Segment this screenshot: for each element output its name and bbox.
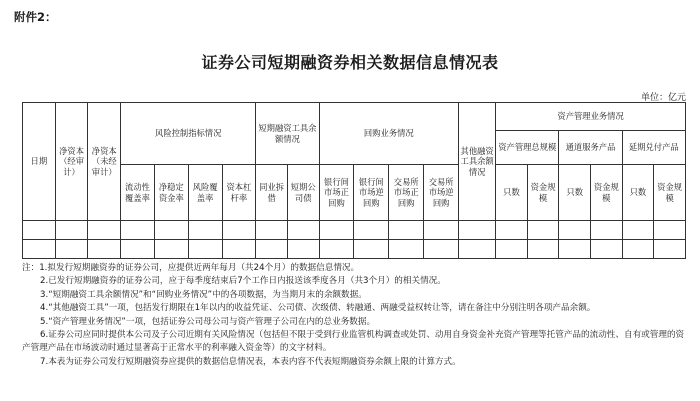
notes: [22, 262, 686, 369]
data-table: [22, 102, 686, 259]
note-item: 7.本表为证券公司发行短期融资券应提供的数据信息情况表，本表内容不代表短期融资券余额上限的计算方式。: [40, 356, 461, 367]
unit-label: 单位：亿元: [640, 93, 686, 103]
header-interbank-reverse-repo: 银行间市场逆回购: [354, 165, 389, 221]
header-scale: 资金规模: [527, 165, 559, 221]
header-exchange-repo: 交易所市场正回购: [389, 165, 424, 221]
header-date: 日期: [23, 103, 56, 221]
header-scale: 资金规模: [654, 165, 686, 221]
header-count: 只数: [559, 165, 591, 221]
note-item: 4.“其他融资工具”一项，包括发行期限在1年以内的收益凭证、公司债、次级债、转融通、两融受益权转让等，请在备注中分别注明各项产品余额。: [40, 303, 596, 314]
header-capital-leverage: 资本杠杆率: [222, 165, 256, 221]
note-item: 3.“短期融资工具余额情况”和“回购业务情况”中的各项数据，为当期月末的余额数据。: [40, 289, 367, 300]
table-row: [23, 221, 686, 240]
header-count: 只数: [622, 165, 654, 221]
header-deferred-products: 延期兑付产品: [622, 131, 685, 165]
header-other-fin: 其他融资工具余额情况: [459, 103, 496, 221]
header-interbank-repo: 银行间市场正回购: [319, 165, 354, 221]
header-risk-group: 风险控制指标情况: [121, 103, 256, 165]
header-channel-products: 通道服务产品: [559, 131, 622, 165]
header-asset-total: 资产管理总规模: [496, 131, 559, 165]
header-net-capital-unaudited: 净资本（未经审计）: [88, 103, 121, 221]
header-interbank-lending: 同业拆借: [256, 165, 288, 221]
header-exchange-reverse-repo: 交易所市场逆回购: [424, 165, 459, 221]
header-risk-coverage: 风险覆盖率: [188, 165, 222, 221]
header-short-fin-group: 短期融资工具余额情况: [256, 103, 319, 165]
note-item: 2.已发行短期融资券的证券公司，应于每季度结束后7个工作日内报送该季度各月（共3个月）的相关情况。: [40, 276, 446, 287]
header-repo-group: 回购业务情况: [319, 103, 459, 165]
table-row: [23, 240, 686, 259]
note-item: 5.“资产管理业务情况”一项，包括证券公司母公司与资产管理子公司在内的总业务数据。: [40, 316, 376, 327]
header-asset-mgmt-group: 资产管理业务情况: [496, 103, 686, 131]
header-scale: 资金规模: [591, 165, 623, 221]
header-count: 只数: [496, 165, 528, 221]
attachment-label: 附件2：: [14, 10, 57, 24]
page-title: 证券公司短期融资券相关数据信息情况表: [201, 53, 499, 72]
note-item: 注：1.拟发行短期融资券的证券公司，应提供近两年每月（共24个月）的数据信息情况。: [22, 263, 360, 273]
header-net-capital-consolidated: 净资本（经审计）: [55, 103, 88, 221]
note-item: 6.证券公司应同时提供本公司及子公司近期有关风险情况（包括但不限于受到行业监管机构调查或处罚、动用自身资金补充资产管理等托管产品的流动性、自有或管理的资产管理产品在市场波动时通过显著高于正常水平的利率融入资金等）的文字材料。: [22, 330, 685, 354]
header-liquidity-coverage: 流动性覆盖率: [121, 165, 155, 221]
header-short-corp-bond: 短期公司债: [287, 165, 319, 221]
header-net-stable-funding: 净稳定资金率: [154, 165, 188, 221]
